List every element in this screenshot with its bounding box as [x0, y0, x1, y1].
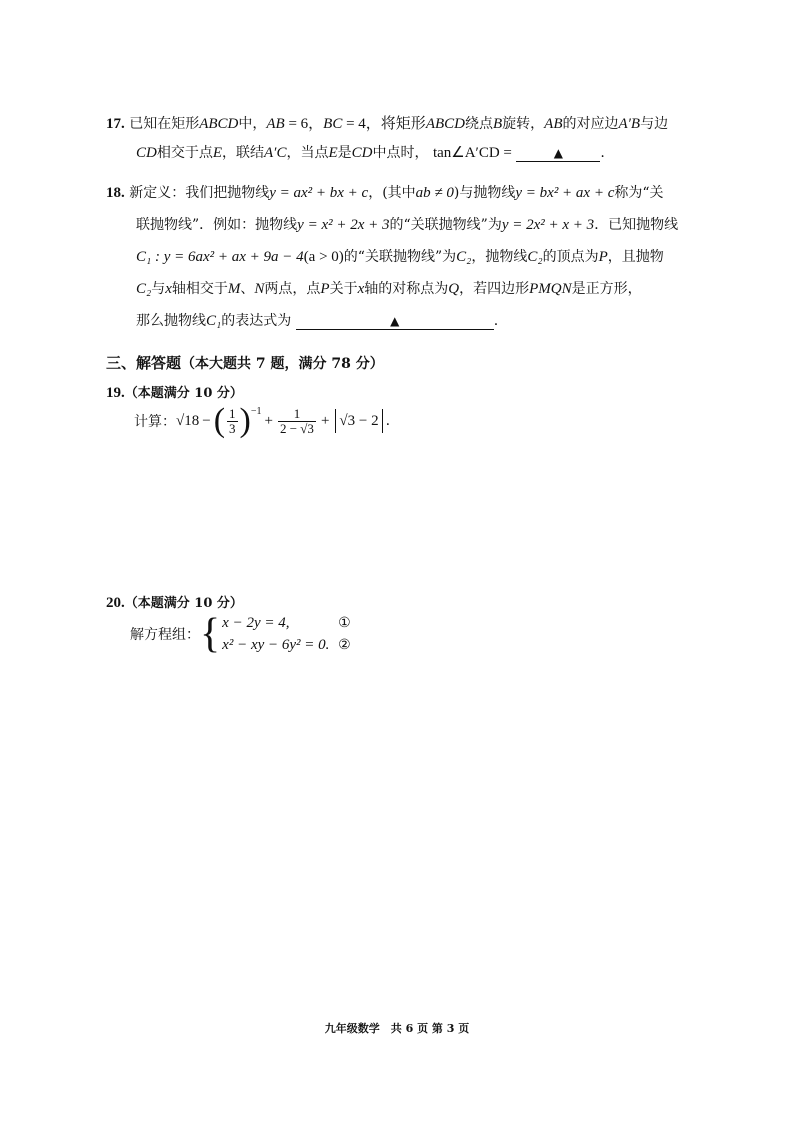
q18-period: .	[493, 313, 499, 329]
q17-text: 已知在矩形	[129, 116, 200, 132]
q20-score: （本题满分 10 分）	[124, 596, 243, 611]
q18-text: 的表达式为	[221, 313, 292, 329]
q17-text: 是	[337, 145, 352, 161]
q20-equation-one: x − 2y = 4,	[222, 614, 290, 631]
q18-text: 与	[151, 281, 166, 297]
q19-minus: −	[202, 412, 211, 429]
q18-text: 轴的对称点为	[364, 281, 449, 297]
q20-system	[130, 612, 351, 656]
q18-text: 那么抛物线	[136, 313, 206, 329]
q17-text: 相交于点	[156, 145, 213, 161]
q19-fraction-one-third	[227, 407, 238, 436]
q17-text: 中点时，	[372, 145, 429, 161]
q18-text: 的“关联抛物线”为	[343, 249, 457, 265]
page-footer: 九年级数学 共 6 页 第 3 页	[324, 1022, 470, 1035]
q19-header	[106, 382, 243, 402]
q19-right-paren: )	[239, 402, 251, 439]
q19-frac1-denominator: 3	[229, 420, 236, 436]
q19-plus: +	[320, 412, 330, 429]
q18-p: P	[320, 281, 330, 297]
q18-separator: 、	[240, 281, 255, 297]
q18-text: 联抛物线”．例如：抛物线	[136, 217, 298, 233]
q18-c1: C₁	[206, 313, 222, 329]
q18-pmqn: PMQN	[529, 281, 572, 297]
q20-equation-two: x² − xy − 6y² = 0.	[222, 636, 330, 653]
q18-parabola-expr: y = ax² + bx + c	[269, 185, 369, 201]
q17-abcd: ABCD	[425, 116, 465, 132]
q18-text: ，抛物线	[471, 249, 528, 265]
q18-c1-expr: C₁ : y = 6ax² + ax + 9a − 4	[136, 249, 304, 265]
q17-answer-blank[interactable]: ▲	[516, 145, 600, 162]
q17-aprime-b: A′B	[618, 116, 641, 132]
q18-text: ．已知抛物线	[594, 217, 679, 233]
q17-cd: CD	[351, 145, 373, 161]
q17-ab: AB	[266, 116, 285, 132]
q19-score: （本题满分 10 分）	[124, 386, 243, 401]
q18-number: 18.	[106, 185, 125, 201]
q18-x: x	[165, 281, 172, 297]
q20-brace: {	[200, 611, 221, 657]
q19-frac2-numerator: 1	[293, 405, 301, 421]
q17-text: ，联结	[222, 145, 265, 161]
q17-line1	[106, 112, 668, 133]
q18-text: 新定义：我们把抛物线	[129, 185, 270, 201]
q20-equations	[222, 612, 351, 656]
q18-q: Q	[448, 281, 460, 297]
q20-label: 解方程组：	[130, 627, 200, 643]
q18-line5	[136, 310, 498, 330]
q17-e: E	[328, 145, 338, 161]
q18-text: 是正方形，	[571, 281, 642, 297]
q18-line3	[136, 246, 664, 266]
q17-text: 与边	[640, 116, 669, 132]
q18-example-expr: y = 2x² + x + 3	[501, 217, 595, 233]
q18-text: ，且抛物	[607, 249, 664, 265]
q17-text: 绕点	[464, 116, 493, 132]
q18-text: ，(其中	[368, 185, 416, 201]
q18-c2: C₂	[136, 281, 152, 297]
q18-text: 关于	[329, 281, 358, 297]
q17-aprime-c: A′C	[264, 145, 287, 161]
q20-equation-row	[222, 612, 351, 634]
q19-period: .	[385, 413, 391, 429]
section-three-info: （本大题共 7 题，满分 78 分）	[181, 356, 384, 372]
section-three-title: 三、解答题	[106, 354, 182, 372]
section-three-heading	[106, 352, 384, 373]
q18-text: 的顶点为	[542, 249, 599, 265]
q19-fraction-reciprocal	[278, 407, 316, 436]
q17-text: 旋转，	[502, 116, 545, 132]
q19-abs-left-bar	[335, 409, 336, 433]
q17-text: ，当点	[286, 145, 329, 161]
q18-x: x	[357, 281, 365, 297]
q17-ab: AB	[544, 116, 563, 132]
q17-bc: BC	[323, 116, 343, 132]
q18-line2	[136, 214, 678, 234]
q17-line2	[136, 142, 605, 162]
q19-exponent: −1	[250, 406, 262, 417]
q19-left-paren: (	[213, 402, 226, 439]
q19-frac2-denominator: 2 − √3	[279, 420, 314, 436]
q18-p: P	[598, 249, 608, 265]
q19-expression	[134, 404, 390, 438]
q17-number: 17.	[106, 116, 125, 132]
q17-cd: CD	[136, 145, 157, 161]
q18-answer-blank[interactable]: ▲	[296, 313, 494, 330]
q17-text: 的对应边	[562, 116, 619, 132]
q19-plus: +	[264, 412, 273, 429]
q17-b: B	[492, 116, 503, 132]
q18-c2: C₂	[527, 249, 543, 265]
q18-text: 称为“关	[614, 185, 664, 201]
q19-abs-inner: √3 − 2	[339, 412, 379, 429]
q18-parabola-expr: y = bx² + ax + c	[515, 185, 615, 201]
q17-abcd: ABCD	[199, 116, 239, 132]
q18-line4	[136, 278, 642, 298]
q19-label: 计算：	[134, 414, 176, 430]
q19-sqrt18: √18	[176, 412, 200, 429]
q20-equation-row	[222, 634, 351, 656]
q19-number: 19.	[106, 385, 125, 401]
q17-text: 中，	[238, 116, 267, 132]
q18-text: 的“关联抛物线”为	[389, 217, 502, 233]
q18-m: M	[227, 281, 241, 297]
q18-example-expr: y = x² + 2x + 3	[297, 217, 390, 233]
q17-e: E	[212, 145, 223, 161]
q18-text: 两点，点	[264, 281, 321, 297]
q18-text: 轴相交于	[171, 281, 228, 297]
q20-number: 20.	[106, 595, 125, 611]
q17-period: .	[600, 145, 605, 161]
q18-c2: C₂	[456, 249, 472, 265]
q18-condition: (a > 0)	[303, 249, 344, 265]
q18-n: N	[254, 281, 265, 297]
q20-header	[106, 592, 243, 612]
q17-ab-value: = 6，	[284, 116, 324, 132]
q20-tag-one: ①	[338, 615, 351, 631]
q19-abs-right-bar	[382, 409, 383, 433]
q18-line1	[106, 182, 664, 202]
q18-text: ，若四边形	[459, 281, 530, 297]
q20-tag-two: ②	[338, 637, 351, 653]
q18-text: )与抛物线	[453, 185, 516, 201]
q18-condition: ab ≠ 0	[415, 185, 454, 201]
q19-frac1-numerator: 1	[229, 405, 236, 421]
q17-tan-expression: tan∠A′CD =	[432, 145, 512, 161]
q17-bc-value: = 4，将矩形	[342, 116, 426, 132]
